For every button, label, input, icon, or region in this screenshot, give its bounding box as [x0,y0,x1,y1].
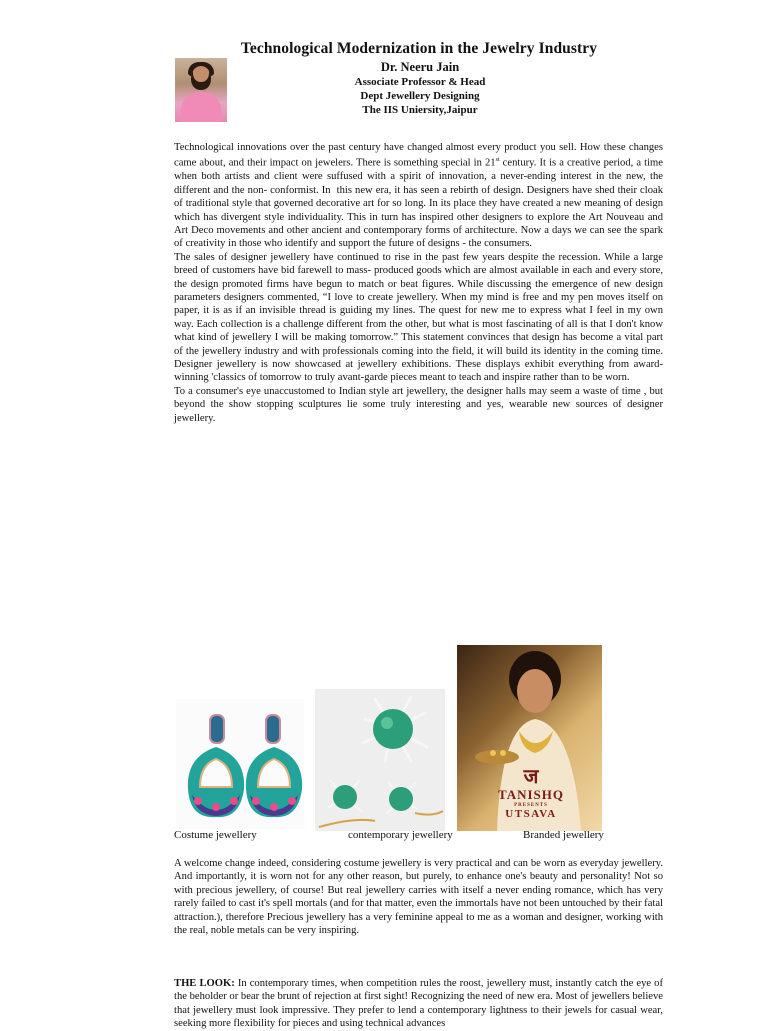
earrings-green-stone-image [315,689,445,831]
caption-contemporary: contemporary jewellery [348,829,453,841]
caption-branded: Branded jewellery [523,829,604,841]
tanishq-logo: ज TANISHQ PRESENTS UTSAVA [498,766,564,820]
intro-section [174,141,663,425]
author-position: Associate Professor & Head [354,76,486,88]
caption-costume: Costume jewellery [174,829,257,841]
look-heading: THE LOOK: [174,978,235,989]
author-photo [175,58,227,122]
paragraph-consumer: To a consumer's eye unaccustomed to Indian style art jewellery, the designer halls may seem a waste of time , but beyond the show stopping sculptures lie some truly interesting and yes, wearable new sources of designer jewellery. [174,385,663,424]
author-department: Dept Jewellery Designing [360,90,480,102]
look-section [174,977,663,1031]
author-name: Dr. Neeru Jain [380,60,460,74]
tanishq-mark-icon: ज [523,766,539,788]
figure-row [174,645,614,835]
author-block [300,60,540,117]
earrings-peacock-image [176,699,304,829]
document-title: Technological Modernization in the Jewelry Industry [240,40,598,57]
paragraph-innovation: Technological innovations over the past century have changed almost every product you sell. How these changes came about, and their impact on jewelers. There is something special in 21st century. It is a creative period, a time when both artists and client were suffused with a spirit of innovation, a never-ending interest in the new, the different and the non- conformist. In this new era, it has seen a rebirth of design. Designers have shed their cloak of traditional style that governed decorative art for so long. In its place they have created a new meaning of design which has divergent style individuality. This in turn has inspired other designers to explore the Art Nouveau and Art Deco movements and other ancient and contemporary forms of architecture. Now a days we can see the spark of creativity in those who identify and support the future of designs - the consumers. [174,142,663,250]
author-institution: The IIS Uniersity,Jaipur [362,104,478,116]
look-text: In contemporary times, when competition rules the roost, jewellery must, instantly catch the eye of the beholder or bear the brunt of rejection at first sight! Recognizing the need of new era. Most of jewellers believe that jewellery must look impressive. They prefer to lend a contemporary lightness to their jewels for casual wear, seeking more flexibility for pieces and using technical advances [174,978,663,1030]
paragraph-sales: The sales of designer jewellery have continued to rise in the past few years despite the recession. While a large breed of customers have bid farewell to mass- produced goods which are almost available in each and every store, the design promoted firms have begun to match or beat figures. While discussing the emergence of new design parameters designers commented, “I love to create jewellery. When my mind is free and my pen moves itself on paper, it is as if an invisible thread is guiding my lines. The quest for new me to express what I feel in my own way. Each collection is a challenge different from the other, but what is most fascinating of all is that I don't know what kind of jewellery I will be making tomorrow.” This statement convinces that design has become a vital part of the jewellery industry and with professionals coming into the field, it will build its identity in the coming time. Designer jewellery is now showcased at jewellery exhibitions. These displays exhibit everything from award-winning 'classics of tomorrow to truly avant-garde pieces meant to teach and inspire rather than to be worn. [174,251,663,384]
paragraph-welcome: A welcome change indeed, considering costume jewellery is very practical and can be worn as everyday jewellery. And importantly, it is worn not for any other reason, but purely, to enhance one's beauty and personality! Not so with precious jewellery, of course! But real jewellery carries with itself a never ending romance, which has very rarely failed to cast it's spell mortals (and for that matter, even the immortals have not been untouched by their fatal attraction.), therefore Precious jewellery has a very feminine appeal to me as a woman and designer, working with the real, noble metals can be very inspiring. [174,858,663,937]
tanishq-ad-image [457,645,602,831]
